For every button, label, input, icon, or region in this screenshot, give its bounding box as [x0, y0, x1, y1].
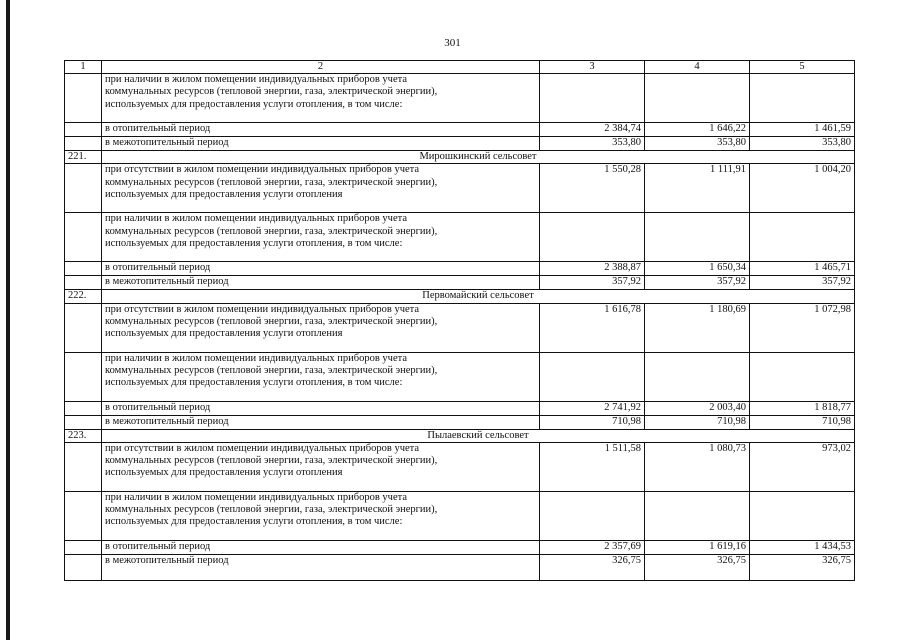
section-title: Пылаевский сельсовет — [102, 429, 855, 442]
table-row — [65, 74, 855, 123]
row-index — [65, 415, 102, 429]
value-col-3: 2 741,92 — [540, 401, 645, 415]
value-col-3: 2 388,87 — [540, 262, 645, 276]
value-col-3: 710,98 — [540, 415, 645, 429]
value-col-5: 1 818,77 — [750, 401, 855, 415]
row-index — [65, 540, 102, 554]
value-col-4: 353,80 — [645, 137, 750, 151]
value-col-4: 1 646,22 — [645, 123, 750, 137]
row-description — [102, 491, 540, 540]
table-row — [65, 213, 855, 262]
row-description: в отопительный период — [102, 123, 540, 137]
value-col-4: 1 619,16 — [645, 540, 750, 554]
description-line: используемых для предоставления услуги отопления — [105, 188, 343, 200]
value-col-5: 1 461,59 — [750, 123, 855, 137]
header-cell-3: 3 — [540, 61, 645, 74]
value-col-5 — [750, 491, 855, 540]
description-line: коммунальных ресурсов (тепловой энергии, газа, электрической энергии), — [105, 315, 438, 327]
value-col-3 — [540, 213, 645, 262]
row-index — [65, 554, 102, 580]
value-col-5: 973,02 — [750, 442, 855, 491]
description-line: при наличии в жилом помещении индивидуальных приборов учета — [105, 352, 407, 364]
table-row — [65, 401, 855, 415]
value-col-3: 353,80 — [540, 137, 645, 151]
section-title: Мирошкинский сельсовет — [102, 151, 855, 164]
row-index: 221. — [65, 151, 102, 164]
table-row — [65, 415, 855, 429]
value-col-5: 1 004,20 — [750, 164, 855, 213]
value-col-4: 1 080,73 — [645, 442, 750, 491]
value-col-5 — [750, 352, 855, 401]
value-col-3 — [540, 352, 645, 401]
value-col-5: 1 072,98 — [750, 303, 855, 352]
table-row — [65, 303, 855, 352]
description-line: используемых для предоставления услуги отопления — [105, 467, 343, 479]
table-row — [65, 276, 855, 290]
table-row — [65, 262, 855, 276]
description-line: при отсутствии в жилом помещении индивидуальных приборов учета — [105, 303, 420, 315]
value-col-4: 710,98 — [645, 415, 750, 429]
description-line: используемых для предоставления услуги отопления, в том числе: — [105, 237, 403, 249]
value-col-3: 1 550,28 — [540, 164, 645, 213]
row-description: в отопительный период — [102, 540, 540, 554]
description-line: коммунальных ресурсов (тепловой энергии, газа, электрической энергии), — [105, 225, 438, 237]
description-line: коммунальных ресурсов (тепловой энергии, газа, электрической энергии), — [105, 455, 438, 467]
value-col-5 — [750, 74, 855, 123]
row-index — [65, 123, 102, 137]
header-cell-1: 1 — [65, 61, 102, 74]
value-col-5: 1 434,53 — [750, 540, 855, 554]
value-col-3: 2 357,69 — [540, 540, 645, 554]
row-index — [65, 74, 102, 123]
value-col-4: 2 003,40 — [645, 401, 750, 415]
row-index — [65, 137, 102, 151]
tariff-table — [64, 60, 855, 581]
value-col-3: 326,75 — [540, 554, 645, 580]
table-row — [65, 137, 855, 151]
value-col-5: 326,75 — [750, 554, 855, 580]
description-line: при наличии в жилом помещении индивидуальных приборов учета — [105, 491, 407, 503]
description-line: используемых для предоставления услуги отопления — [105, 328, 343, 340]
value-col-4: 1 111,91 — [645, 164, 750, 213]
row-description: в межотопительный период — [102, 554, 540, 580]
value-col-3 — [540, 74, 645, 123]
header-row — [65, 61, 855, 74]
row-description — [102, 74, 540, 123]
value-col-4 — [645, 491, 750, 540]
row-description — [102, 442, 540, 491]
value-col-4: 326,75 — [645, 554, 750, 580]
row-description — [102, 164, 540, 213]
scan-edge-bar — [6, 0, 10, 640]
value-col-5: 710,98 — [750, 415, 855, 429]
description-line: при наличии в жилом помещении индивидуальных приборов учета — [105, 74, 407, 86]
value-col-4 — [645, 74, 750, 123]
value-col-4: 357,92 — [645, 276, 750, 290]
row-index — [65, 213, 102, 262]
row-index — [65, 352, 102, 401]
row-index — [65, 491, 102, 540]
value-col-5: 357,92 — [750, 276, 855, 290]
page-number: 301 — [444, 37, 461, 49]
description-line: используемых для предоставления услуги отопления, в том числе: — [105, 98, 403, 110]
value-col-4 — [645, 213, 750, 262]
value-col-4 — [645, 352, 750, 401]
table-row — [65, 442, 855, 491]
value-col-5: 1 465,71 — [750, 262, 855, 276]
description-line: используемых для предоставления услуги отопления, в том числе: — [105, 516, 403, 528]
section-row — [65, 151, 855, 164]
row-description — [102, 213, 540, 262]
table-row — [65, 123, 855, 137]
value-col-3: 1 616,78 — [540, 303, 645, 352]
row-index — [65, 164, 102, 213]
table-row — [65, 491, 855, 540]
row-description: в межотопительный период — [102, 137, 540, 151]
value-col-5 — [750, 213, 855, 262]
row-description: в межотопительный период — [102, 276, 540, 290]
table-row — [65, 164, 855, 213]
row-index — [65, 303, 102, 352]
row-index — [65, 442, 102, 491]
section-row — [65, 429, 855, 442]
description-line: коммунальных ресурсов (тепловой энергии, газа, электрической энергии), — [105, 176, 438, 188]
value-col-4: 1 650,34 — [645, 262, 750, 276]
section-title: Первомайский сельсовет — [102, 290, 855, 303]
value-col-3: 2 384,74 — [540, 123, 645, 137]
row-index — [65, 262, 102, 276]
row-description — [102, 352, 540, 401]
table-row — [65, 554, 855, 580]
table-row — [65, 352, 855, 401]
description-line: при отсутствии в жилом помещении индивидуальных приборов учета — [105, 164, 420, 176]
value-col-4: 1 180,69 — [645, 303, 750, 352]
header-cell-4: 4 — [645, 61, 750, 74]
row-index: 222. — [65, 290, 102, 303]
description-line: используемых для предоставления услуги отопления, в том числе: — [105, 377, 403, 389]
value-col-3: 357,92 — [540, 276, 645, 290]
row-index — [65, 276, 102, 290]
description-line: коммунальных ресурсов (тепловой энергии, газа, электрической энергии), — [105, 364, 438, 376]
description-line: коммунальных ресурсов (тепловой энергии, газа, электрической энергии), — [105, 504, 438, 516]
description-line: коммунальных ресурсов (тепловой энергии, газа, электрической энергии), — [105, 86, 438, 98]
value-col-3 — [540, 491, 645, 540]
row-index — [65, 401, 102, 415]
row-index: 223. — [65, 429, 102, 442]
section-row — [65, 290, 855, 303]
table-row — [65, 540, 855, 554]
description-line: при наличии в жилом помещении индивидуальных приборов учета — [105, 213, 407, 225]
description-line: при отсутствии в жилом помещении индивидуальных приборов учета — [105, 442, 420, 454]
row-description — [102, 303, 540, 352]
header-cell-2: 2 — [102, 61, 540, 74]
row-description: в отопительный период — [102, 401, 540, 415]
value-col-5: 353,80 — [750, 137, 855, 151]
value-col-3: 1 511,58 — [540, 442, 645, 491]
row-description: в отопительный период — [102, 262, 540, 276]
row-description: в межотопительный период — [102, 415, 540, 429]
header-cell-5: 5 — [750, 61, 855, 74]
